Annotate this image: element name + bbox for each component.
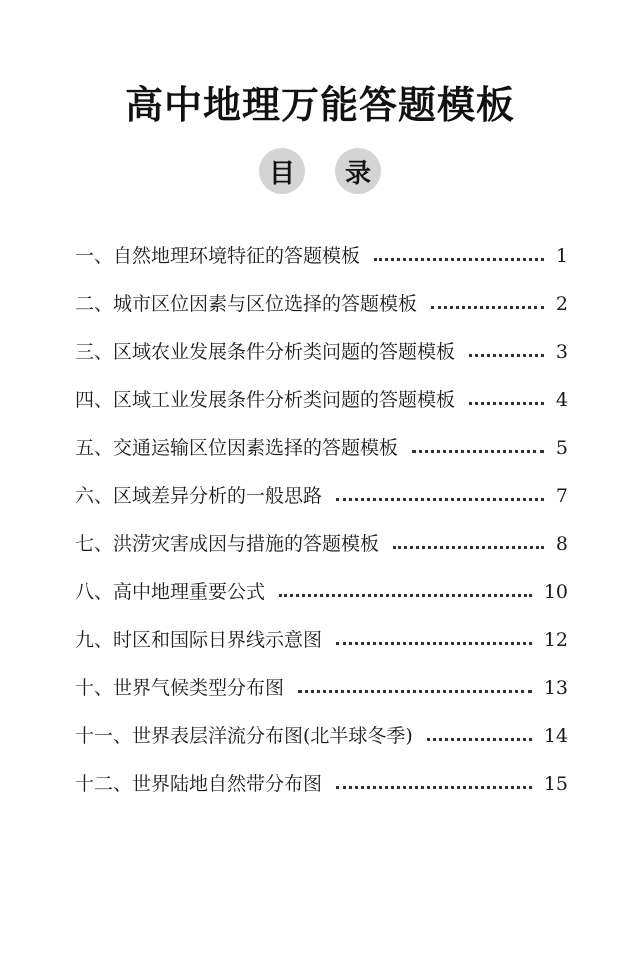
toc-dot-leader — [427, 738, 532, 741]
toc-entry-page: 1 — [555, 245, 568, 267]
toc-dot-leader — [336, 786, 532, 789]
toc-entry-label: 十一、世界表层洋流分布图(北半球冬季) — [75, 725, 413, 747]
toc-dot-leader — [374, 258, 544, 261]
toc-entry[interactable] — [75, 664, 568, 712]
toc-entry-label: 十二、世界陆地自然带分布图 — [75, 773, 323, 795]
toc-dot-leader — [279, 594, 532, 597]
toc-dot-leader — [336, 642, 532, 645]
toc-entry-label: 六、区域差异分析的一般思路 — [75, 485, 323, 507]
toc-entry-label: 四、区域工业发展条件分析类问题的答题模板 — [75, 389, 456, 411]
toc-dot-leader — [412, 450, 544, 453]
toc-entry[interactable] — [75, 424, 568, 472]
toc-entry-label: 三、区域农业发展条件分析类问题的答题模板 — [75, 341, 456, 363]
toc-entry-label: 九、时区和国际日界线示意图 — [75, 629, 323, 651]
toc-entry-label: 八、高中地理重要公式 — [75, 581, 266, 603]
toc-heading-char-1: 目 — [259, 148, 305, 194]
toc-entry-page: 12 — [543, 629, 568, 651]
toc-dot-leader — [393, 546, 544, 549]
document-title: 高中地理万能答题模板 — [124, 83, 515, 128]
toc-entry-page: 10 — [543, 581, 568, 603]
toc-entry[interactable] — [75, 520, 568, 568]
toc-entry[interactable] — [75, 232, 568, 280]
toc-entry-label: 五、交通运输区位因素选择的答题模板 — [75, 437, 399, 459]
toc-dot-leader — [469, 402, 544, 405]
toc-entry[interactable] — [75, 568, 568, 616]
toc-heading-char-2: 录 — [335, 148, 381, 194]
toc-entry[interactable] — [75, 280, 568, 328]
toc-entry-label: 一、自然地理环境特征的答题模板 — [75, 245, 361, 267]
toc-entry-page: 8 — [555, 533, 568, 555]
toc-dot-leader — [336, 498, 544, 501]
toc-entry[interactable] — [75, 472, 568, 520]
toc-heading — [0, 148, 640, 194]
toc-entry[interactable] — [75, 616, 568, 664]
toc-dot-leader — [431, 306, 544, 309]
toc-entry[interactable] — [75, 328, 568, 376]
toc-dot-leader — [298, 690, 532, 693]
toc-entry-page: 13 — [543, 677, 568, 699]
toc-entry-label: 二、城市区位因素与区位选择的答题模板 — [75, 293, 418, 315]
toc-dot-leader — [469, 354, 544, 357]
toc-entry-page: 14 — [543, 725, 568, 747]
toc-entry-label: 十、世界气候类型分布图 — [75, 677, 285, 699]
toc-entry[interactable] — [75, 712, 568, 760]
toc-entry-label: 七、洪涝灾害成因与措施的答题模板 — [75, 533, 380, 555]
toc-entry-page: 15 — [543, 773, 568, 795]
toc-entry-page: 7 — [555, 485, 568, 507]
toc-entry-page: 5 — [555, 437, 568, 459]
toc-entry[interactable] — [75, 376, 568, 424]
table-of-contents — [75, 232, 568, 808]
toc-entry-page: 4 — [555, 389, 568, 411]
toc-entry-page: 2 — [555, 293, 568, 315]
toc-entry[interactable] — [75, 760, 568, 808]
toc-entry-page: 3 — [555, 341, 568, 363]
